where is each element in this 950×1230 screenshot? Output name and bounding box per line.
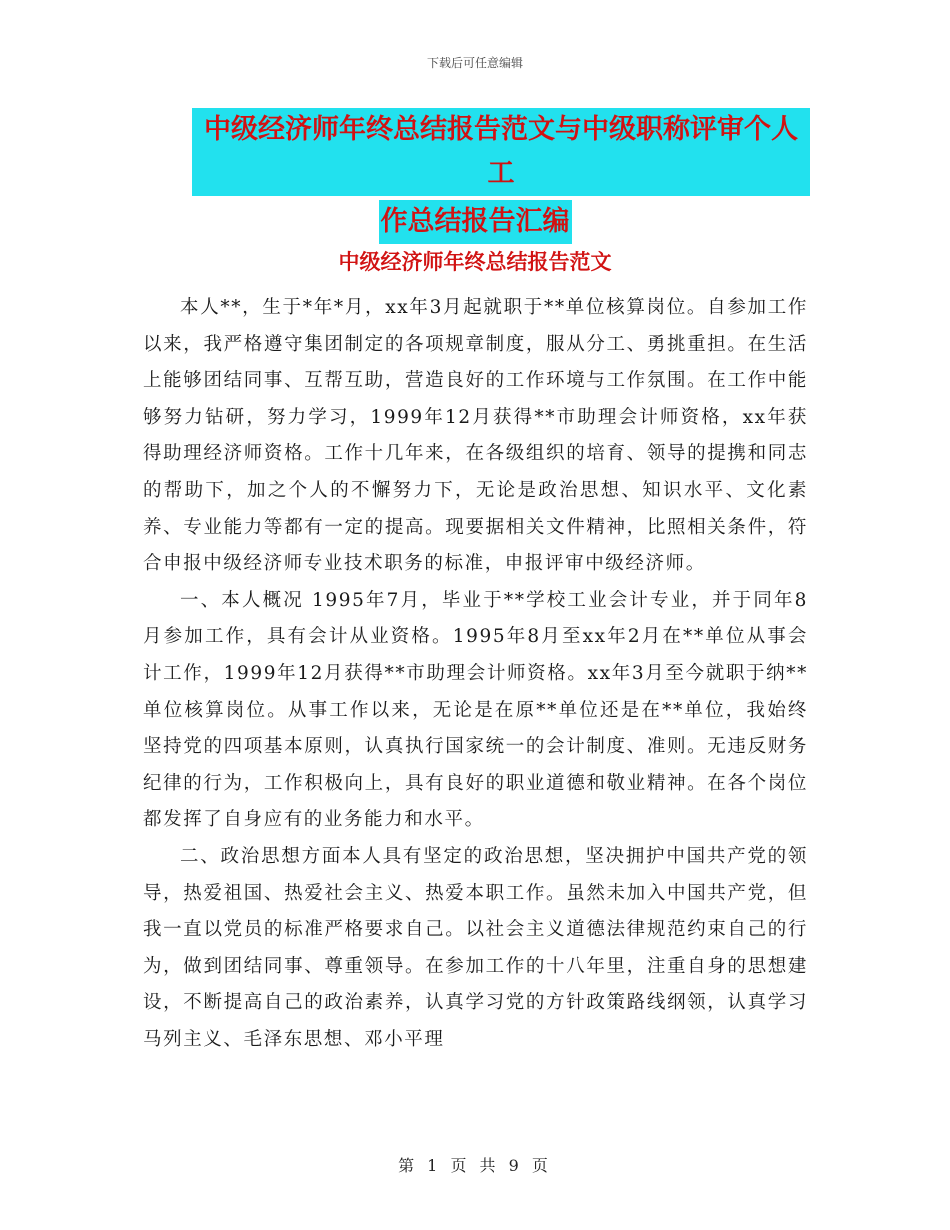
paragraph-3: 二、政治思想方面本人具有坚定的政治思想，坚决拥护中国共产党的领导，热爱祖国、热爱社会主义、热爱本职工作。虽然未加入中国共产党，但我一直以党员的标准严格要求自己。以社会主义道德法律规范约束自己的行为，做到团结同事、尊重领导。在参加工作的十八年里，注重自身的思想建设，不断提高自己的政治素养，认真学习党的方针政策路线纲领，认真学习马列主义、毛泽东思想、邓小平理 [143,845,808,1050]
page-header: 下载后可任意编辑 [426,56,523,70]
page-footer: 第 1 页 共 9 页 [398,1156,552,1175]
document-title [140,108,810,248]
section-title: 中级经济师年终总结报告范文 [338,250,612,274]
paragraph-1: 本人**，生于*年*月，xx年3月起就职于**单位核算岗位。自参加工作以来，我严格遵守集团制定的各项规章制度，服从分工、勇挑重担。在生活上能够团结同事、互帮互助，营造良好的工作环境与工作氛围。在工作中能够努力钻研，努力学习，1999年12月获得**市助理会计师资格，xx年获得助理经济师资格。工作十几年来，在各级组织的培育、领导的提携和同志的帮助下，加之个人的不懈努力下，无论是政治思想、知识水平、文化素养、专业能力等都有一定的提高。现要据相关文件精神，比照相关条件，符合申报中级经济师专业技术职务的标准，申报评审中级经济师。 [143,297,808,575]
document-body [143,290,808,1058]
title-line-1: 中级经济师年终总结报告范文与中级职称评审个人工 [192,108,810,196]
paragraph-2: 一、本人概况 1995年7月，毕业于**学校工业会计专业，并于同年8月参加工作，具有会计从业资格。1995年8月至xx年2月在**单位从事会计工作，1999年12月获得**市助理会计师资格。xx年3月至今就职于纳**单位核算岗位。从事工作以来，无论是在原**单位还是在**单位，我始终坚持党的四项基本原则，认真执行国家统一的会计制度、准则。无违反财务纪律的行为，工作积极向上，具有良好的职业道德和敬业精神。在各个岗位都发挥了自身应有的业务能力和水平。 [143,589,808,831]
title-line-2: 作总结报告汇编 [379,200,572,244]
